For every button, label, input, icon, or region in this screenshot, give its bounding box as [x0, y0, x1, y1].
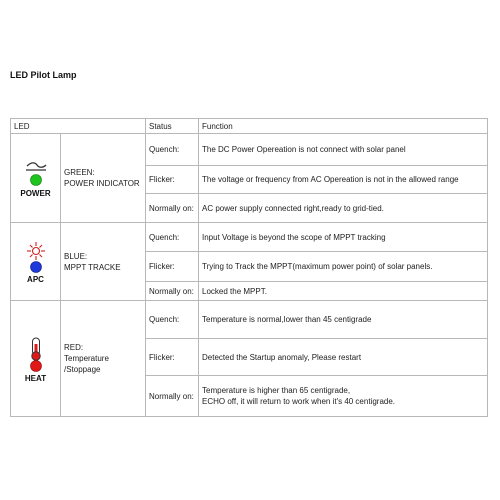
status-cell: Quench: [146, 301, 199, 339]
led-icon-cell [11, 301, 61, 417]
icon-label: APC [27, 274, 44, 284]
led-meaning-label-2: /Stoppage [64, 365, 101, 374]
led-meaning-label: Temperature [64, 354, 109, 363]
table-row [11, 301, 488, 339]
led-description [61, 134, 146, 223]
thermometer-icon [22, 335, 50, 373]
led-description [61, 301, 146, 417]
led-icon-cell [11, 223, 61, 301]
led-meaning-label: POWER INDICATOR [64, 179, 140, 188]
function-cell: The DC Power Opereation is not connect with solar panel [199, 134, 488, 166]
status-cell: Quench: [146, 223, 199, 252]
icon-label: POWER [20, 189, 51, 198]
header-function: Function [199, 119, 488, 134]
led-pilot-lamp-table [10, 118, 488, 417]
function-cell: Locked the MPPT. [199, 282, 488, 301]
apc-led-dot [30, 261, 41, 272]
heat-led-dot [30, 360, 41, 371]
function-line: Temperature is higher than 65 centigrade, [202, 386, 351, 395]
status-cell: Normally on: [146, 282, 199, 301]
table-row [11, 223, 488, 252]
function-line: ECHO off, it will return to work when it's 40 centigrade. [202, 397, 396, 406]
led-color-label: BLUE: [64, 251, 88, 261]
status-cell: Quench: [146, 134, 199, 166]
status-cell: Normally on: [146, 376, 199, 417]
header-status: Status [146, 119, 199, 134]
function-cell: Trying to Track the MPPT(maximum power point) of solar panels. [199, 252, 488, 282]
page-title: LED Pilot Lamp [10, 70, 77, 80]
power-led-dot [30, 175, 41, 186]
table-row [11, 134, 488, 166]
function-cell: Detected the Startup anomaly, Please restart [199, 339, 488, 376]
led-description [61, 223, 146, 301]
led-color-label: RED: [64, 343, 84, 352]
icon-label: HEAT [24, 373, 47, 383]
led-color-label: GREEN: [64, 168, 95, 177]
apc-sun-icon [22, 240, 50, 274]
function-cell: Input Voltage is beyond the scope of MPPT tracking [199, 223, 488, 252]
header-led: LED [11, 119, 146, 134]
status-cell: Flicker: [146, 166, 199, 194]
function-cell: The voltage or frequency from AC Opereation is not in the allowed range [199, 166, 488, 194]
table-header-row [11, 119, 488, 134]
status-cell: Normally on: [146, 194, 199, 223]
function-cell: AC power supply connected right,ready to grid-tied. [199, 194, 488, 223]
led-icon-cell [11, 134, 61, 223]
status-cell: Flicker: [146, 252, 199, 282]
power-indicator-icon [22, 158, 50, 188]
function-cell [199, 376, 488, 417]
function-cell: Temperature is normal,lower than 45 centigrade [199, 301, 488, 339]
led-meaning-label: MPPT TRACKE [64, 262, 121, 272]
status-cell: Flicker: [146, 339, 199, 376]
